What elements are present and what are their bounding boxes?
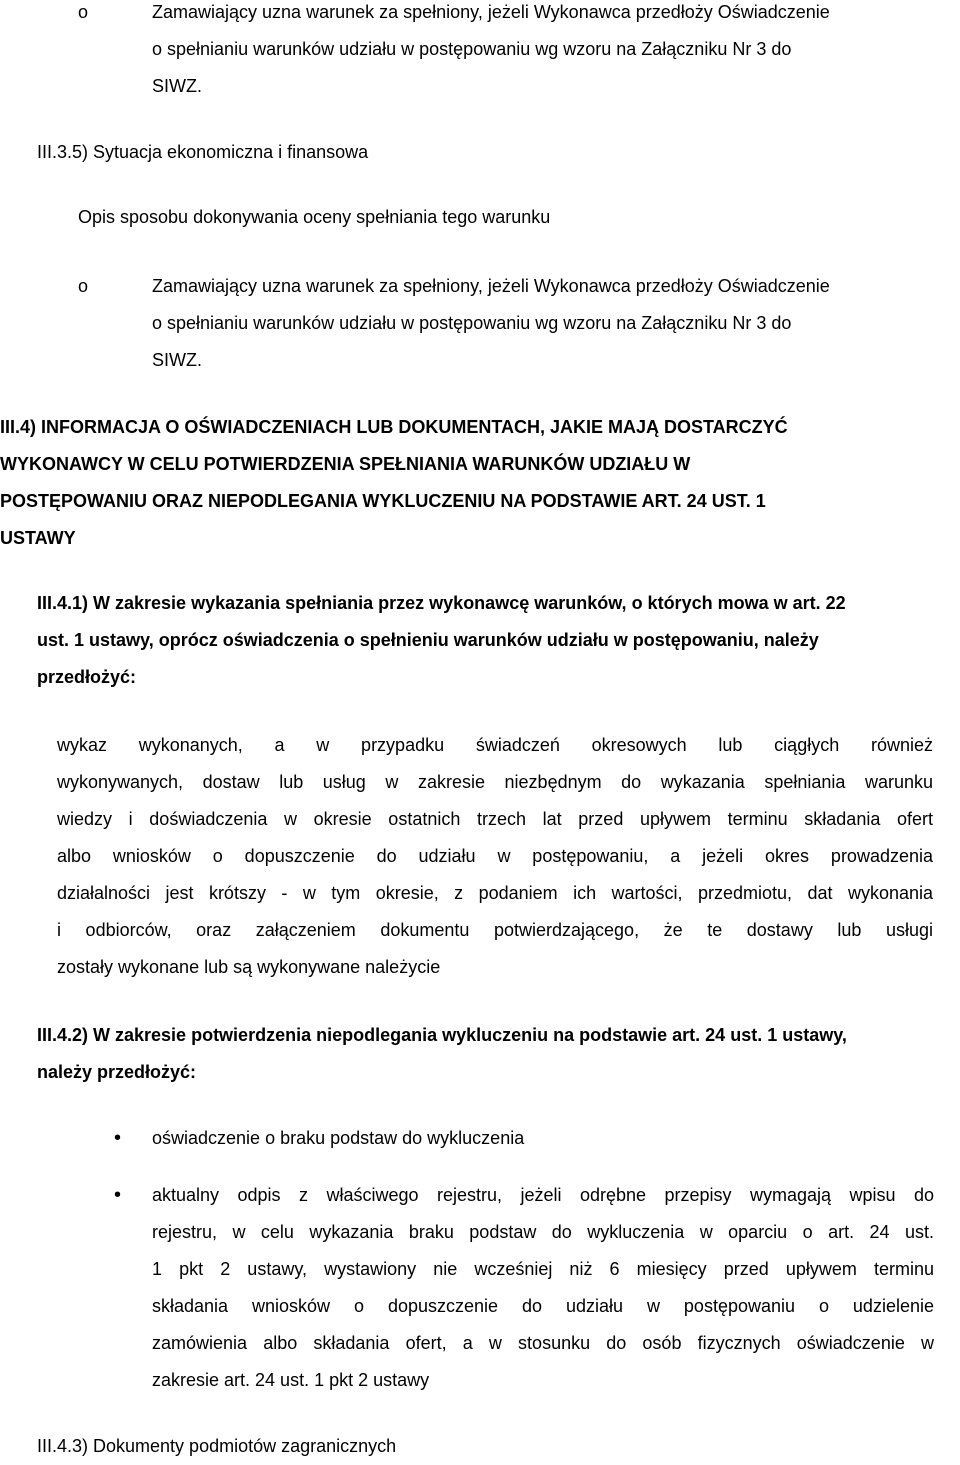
- text-line: zakresie art. 24 ust. 1 pkt 2 ustawy: [152, 1370, 430, 1390]
- text-line: o spełnianiu warunków udziału w postępowaniu wg wzoru na Załączniku Nr 3 do: [152, 39, 792, 59]
- list-item-text: [152, 0, 960, 105]
- text-line: SIWZ.: [152, 76, 202, 96]
- wykaz-paragraph: [57, 727, 933, 986]
- text-line: wykaz wykonanych, a w przypadku świadczeń okresowych lub ciągłych również: [57, 735, 933, 755]
- bullet-icon: •: [114, 1184, 122, 1206]
- text-line: działalności jest krótszy - w tym okresie, z podaniem ich wartości, przedmiotu, dat wykonania: [57, 883, 933, 903]
- bullet-icon: •: [114, 1127, 122, 1149]
- text-line: o spełnianiu warunków udziału w postępowaniu wg wzoru na Załączniku Nr 3 do: [152, 313, 792, 333]
- text-line: wiedzy i doświadczenia w okresie ostatnich trzech lat przed upływem terminu składania ofert: [57, 809, 933, 829]
- list-item-text: [152, 1120, 934, 1157]
- text-line: Zamawiający uzna warunek za spełniony, jeżeli Wykonawca przedłoży Oświadczenie: [152, 2, 830, 22]
- text-line: SIWZ.: [152, 350, 202, 370]
- circle-bullet-icon: o: [78, 2, 89, 22]
- text-line: zostały wykonane lub są wykonywane należycie: [57, 957, 441, 977]
- text-line: oświadczenie o braku podstaw do wykluczenia: [152, 1128, 525, 1148]
- text-line: albo wniosków o dopuszczenie do udziału w postępowaniu, a jeżeli okres prowadzenia: [57, 846, 933, 866]
- section-heading-4-3: III.4.3) Dokumenty podmiotów zagranicznych: [37, 1436, 397, 1456]
- section-heading-4: III.4) INFORMACJA O OŚWIADCZENIACH LUB DOKUMENTACH, JAKIE MAJĄ DOSTARCZYĆ WYKONAWCY W CELU POTWIERDZENIA SPEŁNIANIA WARUNKÓW UDZIAŁU W POSTĘPOWANIU ORAZ NIEPODLEGANIA WYKLUCZENIU NA PODSTAWIE ART. 24 UST. 1 USTAWY: [0, 417, 788, 548]
- section-heading-4-1-cont: ust. 1 ustawy, oprócz oświadczenia o spełnieniu warunków udziału w postępowaniu, należy przedłożyć:: [37, 630, 819, 687]
- list-item-text: [152, 268, 960, 379]
- section-heading-4-2: III.4.2) W zakresie potwierdzenia niepodlegania wykluczeniu na podstawie art. 24 ust. 1 ustawy, należy przedłożyć:: [37, 1025, 847, 1082]
- text-line: składania wniosków o dopuszczenie do udziału w postępowaniu o udzielenie: [152, 1296, 934, 1316]
- text-line: Zamawiający uzna warunek za spełniony, jeżeli Wykonawca przedłoży Oświadczenie: [152, 276, 830, 296]
- list-item-text: [152, 1177, 934, 1399]
- text-line: wykonywanych, dostaw lub usług w zakresie niezbędnym do wykazania spełniania warunku: [57, 772, 933, 792]
- text-line: aktualny odpis z właściwego rejestru, jeżeli odrębne przepisy wymagają wpisu do: [152, 1185, 934, 1205]
- section-description: Opis sposobu dokonywania oceny spełniania tego warunku: [78, 207, 551, 227]
- text-line: zamówienia albo składania ofert, a w stosunku do osób fizycznych oświadczenie w: [152, 1333, 934, 1353]
- text-line: 1 pkt 2 ustawy, wystawiony nie wcześniej niż 6 miesięcy przed upływem terminu: [152, 1259, 934, 1279]
- section-heading-4-1: III.4.1) W zakresie wykazania spełniania przez wykonawcę warunków, o których mowa w art. 22: [37, 593, 846, 613]
- section-heading-3-5: III.3.5) Sytuacja ekonomiczna i finansowa: [37, 142, 369, 162]
- text-line: i odbiorców, oraz załączeniem dokumentu potwierdzającego, że te dostawy lub usługi: [57, 920, 933, 940]
- circle-bullet-icon: o: [78, 276, 89, 296]
- text-line: rejestru, w celu wykazania braku podstaw do wykluczenia w oparciu o art. 24 ust.: [152, 1222, 934, 1242]
